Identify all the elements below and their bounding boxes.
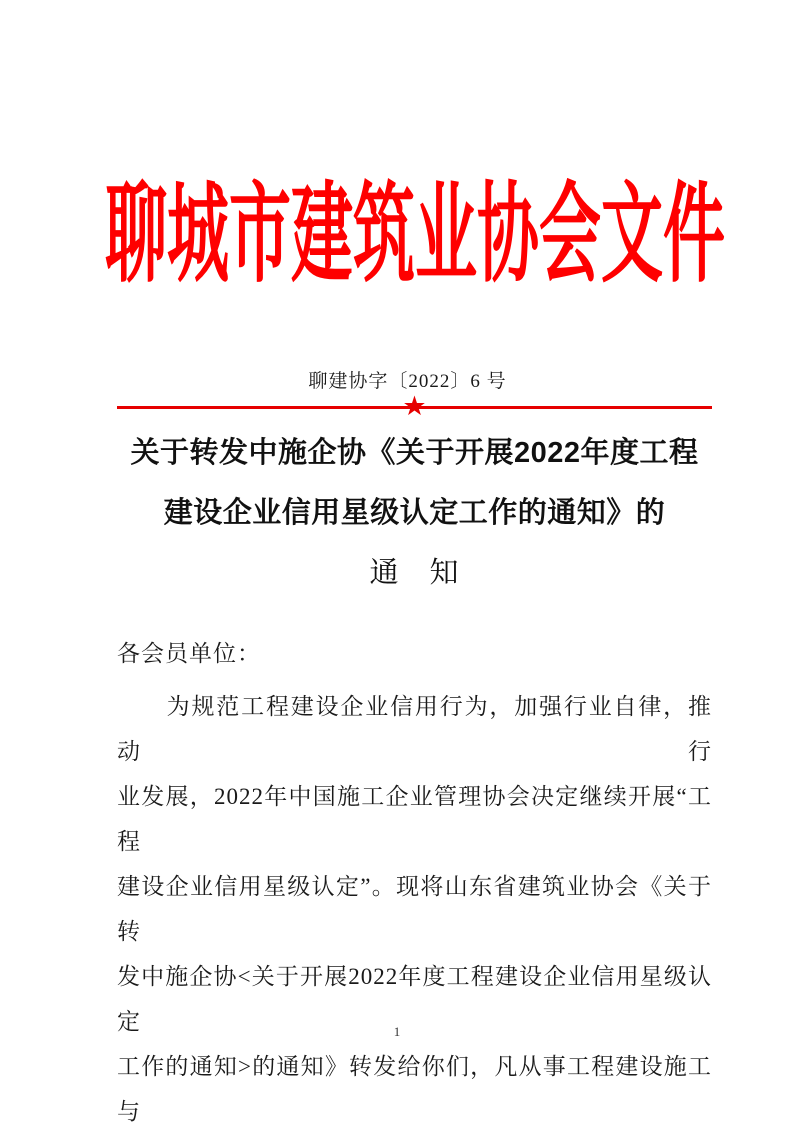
title-line-1: 关于转发中施企协《关于开展2022年度工程 <box>130 437 699 469</box>
body-line: 业发展，2022年中国施工企业管理协会决定继续开展“工程 <box>117 784 712 854</box>
org-title: 聊城市建筑业协会文件 <box>105 176 726 296</box>
title-line-3: 通 知 <box>369 557 460 589</box>
star-icon: ★ <box>402 390 427 422</box>
doc-number: 聊建协字〔2022〕6 号 <box>308 371 507 392</box>
body-line: 工作的通知>的通知》转发给你们，凡从事工程建设施工与 <box>117 1054 712 1123</box>
body-line: 为规范工程建设企业信用行为，加强行业自律，推动行 <box>117 694 712 764</box>
document-body <box>117 631 712 1123</box>
red-divider <box>117 390 712 422</box>
title-line-2: 建设企业信用星级认定工作的通知》的 <box>163 497 666 529</box>
body-line: 建设企业信用星级认定”。现将山东省建筑业协会《关于转 <box>117 874 712 944</box>
letterhead <box>105 176 726 296</box>
document-title <box>117 423 712 603</box>
page-number: 1 <box>393 1024 401 1039</box>
body-line: 发中施企协<关于开展2022年度工程建设企业信用星级认定 <box>117 964 712 1034</box>
salutation: 各会员单位： <box>117 641 261 666</box>
